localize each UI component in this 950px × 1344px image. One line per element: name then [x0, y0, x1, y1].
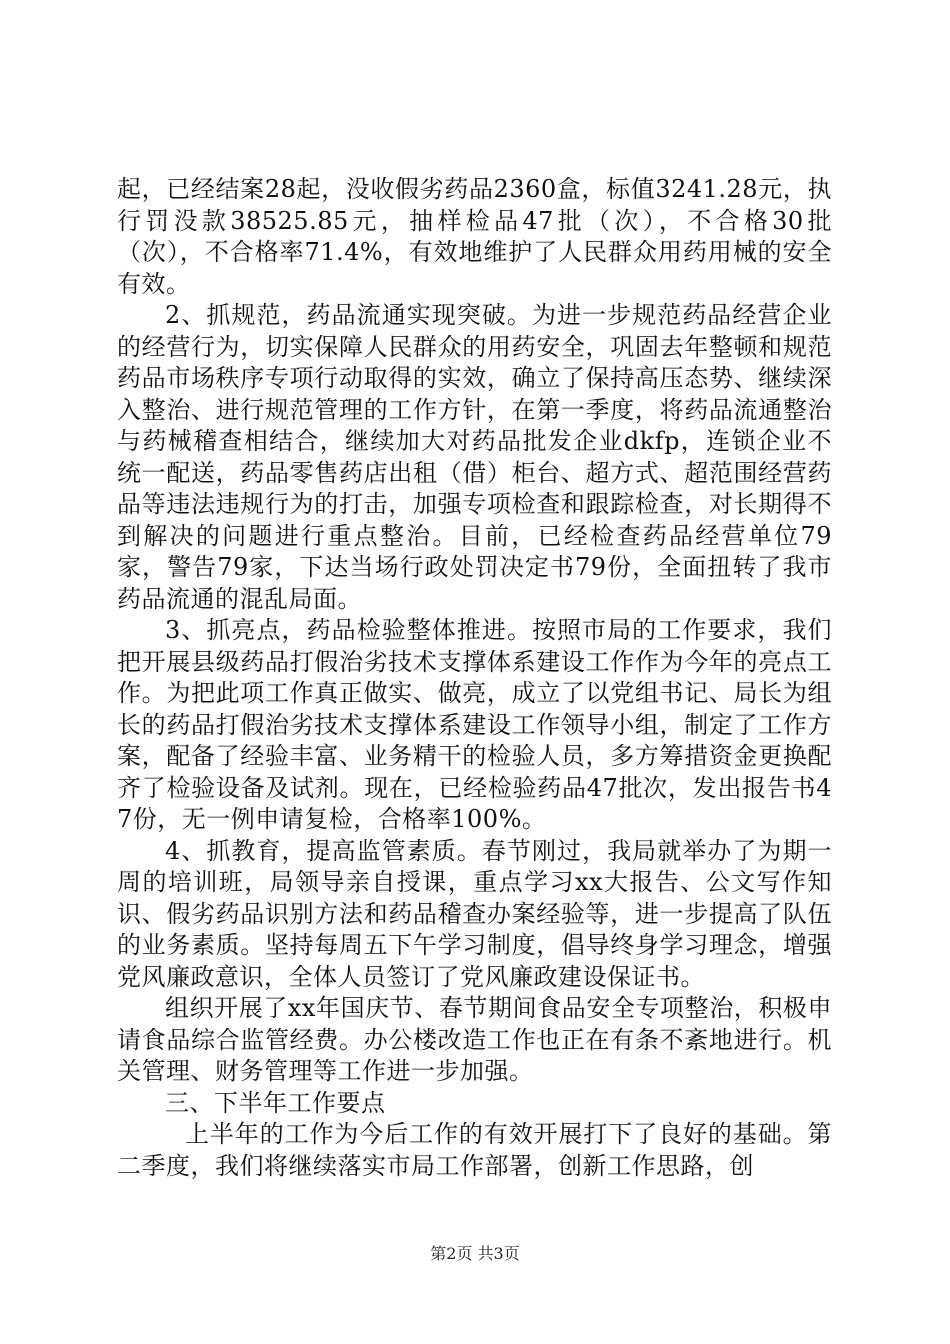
paragraph-highlights: 3、抓亮点，药品检验整体推进。按照市局的工作要求，我们把开展县级药品打假治劣技术支撑体系建设工作作为今年的亮点工作。为把此项工作真正做实、做亮，成立了以党组书记、局长为组长的药品打假治劣技术支撑体系建设工作领导小组，制定了工作方案，配备了经验丰富、业务精干的检验人员，多方筹措资金更换配齐了检验设备及试剂。现在，已经检验药品47批次，发出报告书47份，无一例申请复检，合格率100%。	[117, 616, 832, 833]
paragraph-case-results: 起，已经结案28起，没收假劣药品2360盒，标值3241.28元，执行罚没款38525.85元，抽样检品47批（次），不合格30批（次），不合格率71.4%，有效地维护了人民群众用药用械的安全有效。	[117, 175, 832, 298]
paragraph-food-safety: 组织开展了xx年国庆节、春节期间食品安全专项整治，积极申请食品综合监管经费。办公楼改造工作也正在有条不紊地进行。机关管理、财务管理等工作进一步加强。	[117, 994, 832, 1085]
paragraph-education: 4、抓教育，提高监管素质。春节刚过，我局就举办了为期一周的培训班，局领导亲自授课，重点学习xx大报告、公文写作知识、假劣药品识别方法和药品稽查办案经验等，进一步提高了队伍的业务素质。坚持每周五下午学习制度，倡导终身学习理念，增强党风廉政意识，全体人员签订了党风廉政建设保证书。	[117, 836, 832, 991]
page-number-footer: 第2页 共3页	[430, 1244, 520, 1263]
paragraph-outlook: 上半年的工作为今后工作的有效开展打下了良好的基础。第二季度，我们将继续落实市局工作部署，创新工作思路，创	[117, 1120, 832, 1180]
paragraph-regulation: 2、抓规范，药品流通实现突破。为进一步规范药品经营企业的经营行为，切实保障人民群众的用药安全，巩固去年整顿和规范药品市场秩序专项行动取得的实效，确立了保持高压态势、继续深入整治、进行规范管理的工作方针，在第一季度，将药品流通整治与药械稽查相结合，继续加大对药品批发企业dkfp，连锁企业不统一配送，药品零售药店出租（借）柜台、超方式、超范围经营药品等违法违规行为的打击，加强专项检查和跟踪检查，对长期得不到解决的问题进行重点整治。目前，已经检查药品经营单位79家，警告79家，下达当场行政处罚决定书79份，全面扭转了我市药品流通的混乱局面。	[117, 301, 832, 613]
section-heading-second-half: 三、下半年工作要点	[165, 1088, 386, 1117]
document-body	[117, 174, 832, 1182]
